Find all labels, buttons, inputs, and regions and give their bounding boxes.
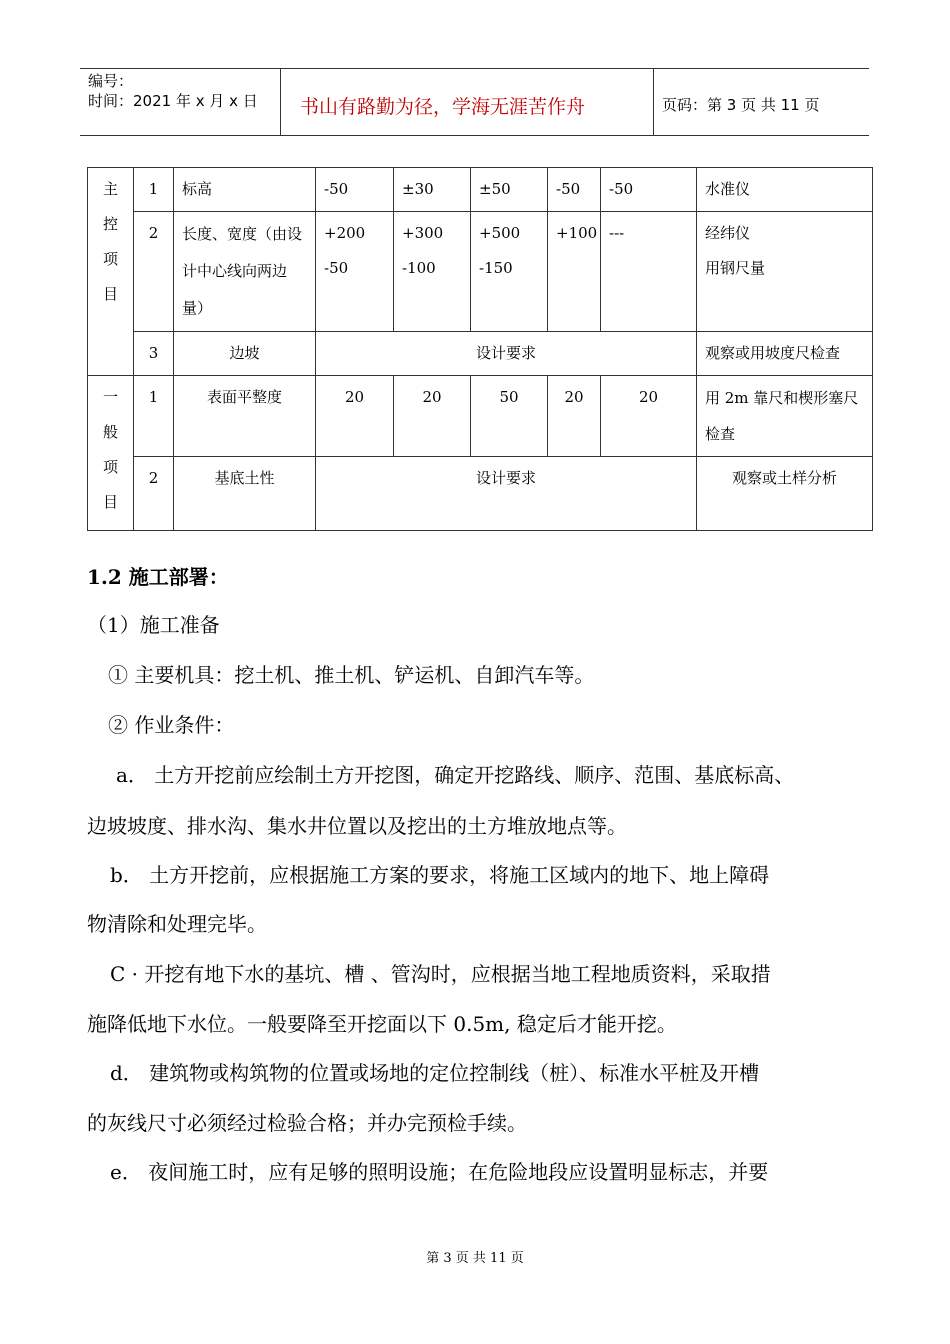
header-divider [280, 68, 281, 135]
table-row [88, 457, 873, 531]
item-name: 标高 [174, 168, 316, 212]
page-footer: 第 3 页 共 11 页 [426, 1251, 524, 1266]
inspection-method: 水准仪 [697, 168, 873, 212]
paragraph: b． 土方开挖前，应根据施工方案的要求，将施工区域内的地下、地上障碍 [110, 863, 770, 887]
tolerance-value: 20 [548, 376, 601, 457]
paragraph: e． 夜间施工时，应有足够的照明设施；在危险地段应设置明显标志，并要 [110, 1160, 769, 1184]
table-row [88, 212, 873, 332]
tolerance-value: 20 [601, 376, 697, 457]
table-row [88, 376, 873, 457]
header-top-rule [80, 68, 869, 69]
table-row [88, 168, 873, 212]
paragraph: ② 作业条件： [108, 713, 235, 737]
main-items-label: 主 控 项 目 [88, 168, 134, 376]
paragraph: C · 开挖有地下水的基坑、槽 、管沟时，应根据当地工程地质资料，采取措 [110, 962, 771, 986]
paragraph: d． 建筑物或构筑物的位置或场地的定位控制线（桩）、标准水平桩及开槽 [110, 1061, 760, 1085]
inspection-table [87, 167, 873, 531]
page-indicator: 页码：第 3 页 共 11 页 [662, 96, 820, 114]
tolerance-value: -50 [316, 168, 394, 212]
item-name: 基底土性 [174, 457, 316, 531]
section-heading: 1.2 施工部署： [87, 565, 229, 589]
item-name: 表面平整度 [174, 376, 316, 457]
requirement-text: 设计要求 [316, 457, 697, 531]
paragraph: ① 主要机具：挖土机、推土机、铲运机、自卸汽车等。 [108, 663, 595, 687]
tolerance-value: ±30 [394, 168, 471, 212]
paragraph: （1）施工准备 [87, 613, 220, 637]
doc-number-label: 编号： [88, 72, 134, 90]
tolerance-value: +200 -50 [316, 212, 394, 332]
item-name: 长度、宽度（由设计中心线向两边量） [174, 212, 316, 332]
row-number: 1 [134, 376, 174, 457]
header-motto: 书山有路勤为径，学海无涯苦作舟 [300, 96, 586, 118]
general-items-label: 一 般 项 目 [88, 376, 134, 531]
paragraph: 施降低地下水位。一般要降至开挖面以下 0.5m, 稳定后才能开挖。 [87, 1012, 677, 1036]
item-name: 边坡 [174, 332, 316, 376]
row-number: 3 [134, 332, 174, 376]
tolerance-value: --- [601, 212, 697, 332]
paragraph: 的灰线尺寸必须经过检验合格；并办完预检手续。 [87, 1111, 527, 1135]
paragraph: 物清除和处理完毕。 [87, 912, 267, 936]
inspection-method: 观察或用坡度尺检查 [697, 332, 873, 376]
tolerance-value: 20 [316, 376, 394, 457]
tolerance-value: +300 -100 [394, 212, 471, 332]
inspection-method: 用 2m 靠尺和楔形塞尺检查 [697, 376, 873, 457]
tolerance-value: ±50 [471, 168, 548, 212]
tolerance-value: +100 [548, 212, 601, 332]
tolerance-value: -50 [548, 168, 601, 212]
inspection-method: 经纬仪 用钢尺量 [697, 212, 873, 332]
header-bottom-rule [80, 135, 869, 136]
row-number: 1 [134, 168, 174, 212]
paragraph: a． 土方开挖前应绘制土方开挖图，确定开挖路线、顺序、范围、基底标高、 [116, 763, 795, 787]
tolerance-value: 20 [394, 376, 471, 457]
tolerance-value: 50 [471, 376, 548, 457]
tolerance-value: +500 -150 [471, 212, 548, 332]
paragraph: 边坡坡度、排水沟、集水井位置以及挖出的土方堆放地点等。 [87, 814, 627, 838]
tolerance-value: -50 [601, 168, 697, 212]
row-number: 2 [134, 457, 174, 531]
requirement-text: 设计要求 [316, 332, 697, 376]
inspection-method: 观察或土样分析 [697, 457, 873, 531]
header-divider [653, 68, 654, 135]
row-number: 2 [134, 212, 174, 332]
doc-date-label: 时间：2021 年 x 月 x 日 [88, 92, 258, 110]
table-row [88, 332, 873, 376]
